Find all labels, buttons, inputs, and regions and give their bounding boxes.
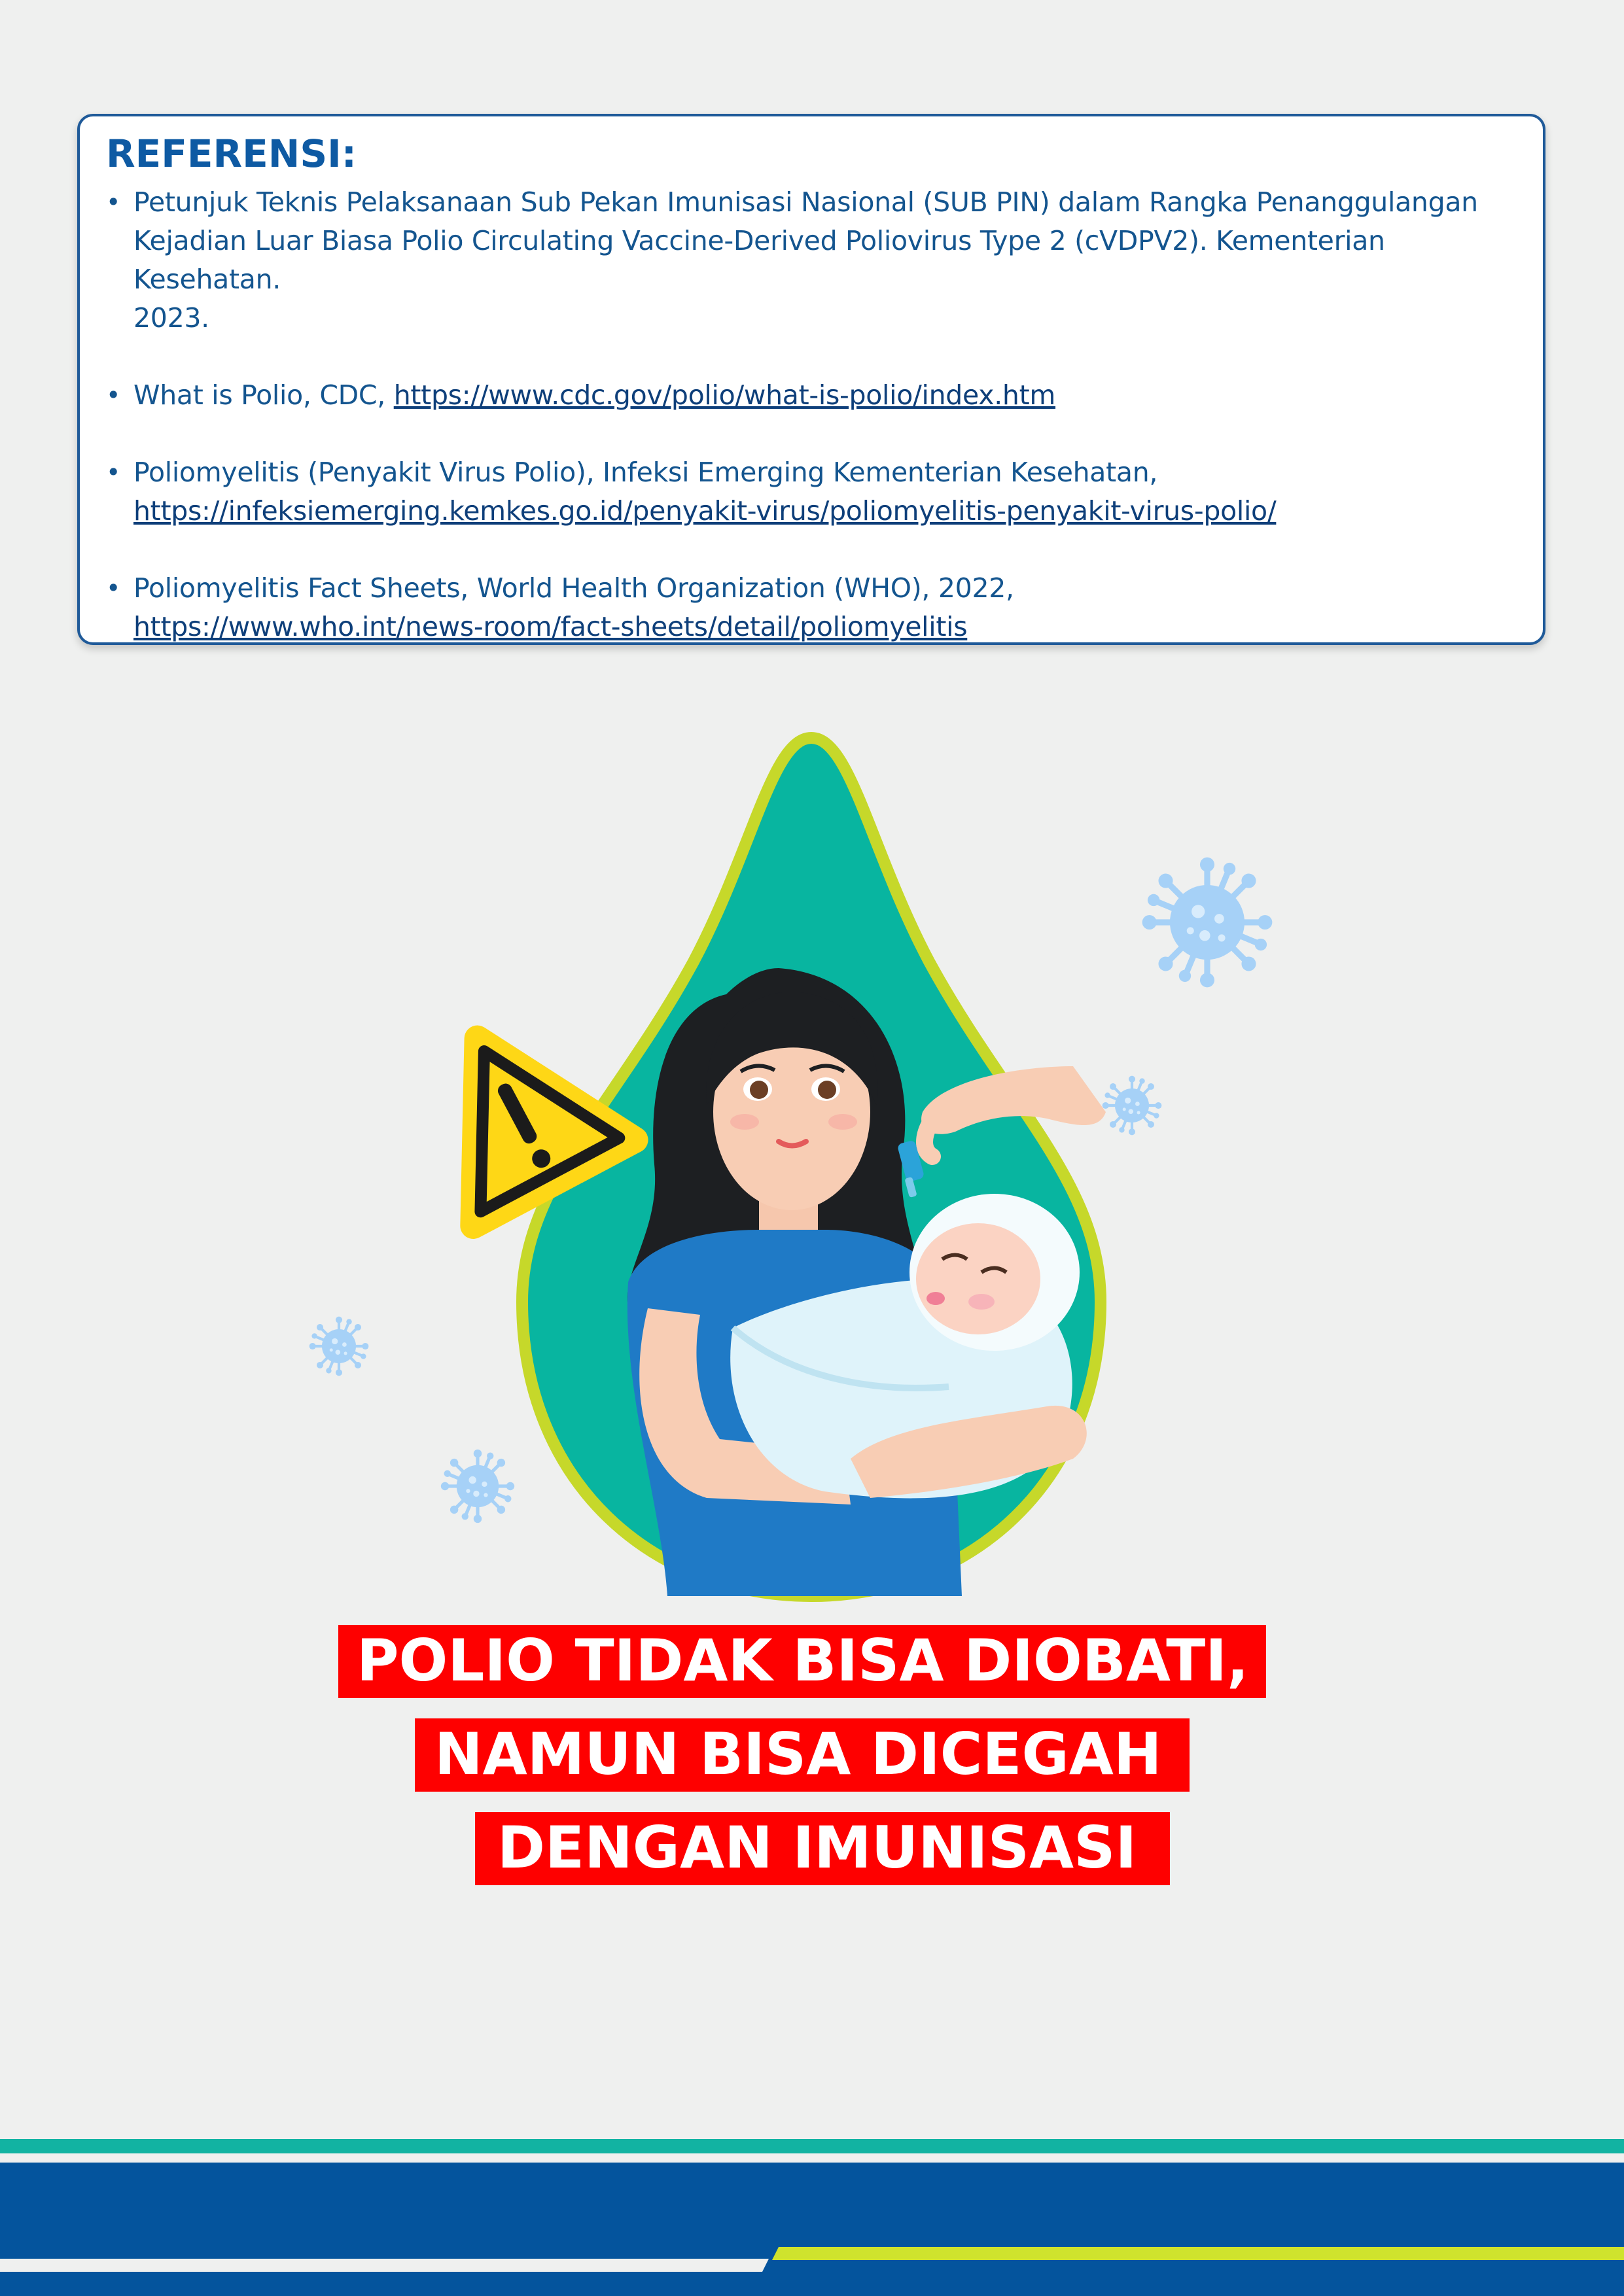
reference-1-line-3: 2023. — [133, 302, 209, 334]
reference-3-text: Poliomyelitis (Penyakit Virus Polio), Infeksi Emerging Kementerian Kesehatan, — [133, 456, 1158, 488]
bullet: • — [106, 457, 121, 487]
virus-icon — [1142, 858, 1273, 988]
footer-lime-stripe — [772, 2247, 1624, 2260]
reference-1-line-1: Petunjuk Teknis Pelaksanaan Sub Pekan Imunisasi Nasional (SUB PIN) dalam Rangka Penanggulangan — [133, 186, 1478, 218]
footer-blue-band — [0, 2163, 1624, 2296]
virus-icon — [1103, 1076, 1162, 1136]
kemkes-polio-link[interactable]: https://infeksiemerging.kemkes.go.id/penyakit-virus/poliomyelitis-penyakit-virus-polio/ — [133, 495, 1277, 527]
bullet: • — [106, 573, 121, 602]
reference-1-line-2: Kejadian Luar Biasa Polio Circulating Vaccine-Derived Poliovirus Type 2 (cVDPV2). Kementerian Kesehatan. — [133, 224, 1385, 295]
footer-decoration — [0, 2139, 1624, 2296]
virus-icon — [441, 1450, 514, 1523]
reference-4-text: Poliomyelitis Fact Sheets, World Health Organization (WHO), 2022, — [133, 572, 1014, 604]
who-polio-link[interactable]: https://www.who.int/news-room/fact-sheets/detail/poliomyelitis — [133, 610, 968, 642]
headline-line-2: NAMUN BISA DICEGAH — [415, 1718, 1190, 1792]
references-title: REFERENSI: — [106, 131, 357, 176]
bullet: • — [106, 187, 121, 217]
footer-white-stripe — [0, 2259, 769, 2272]
bullet: • — [106, 380, 121, 409]
headline-line-1: POLIO TIDAK BISA DIOBATI, — [338, 1625, 1266, 1698]
headline-line-3: DENGAN IMUNISASI — [475, 1812, 1170, 1885]
reference-2-text: What is Polio, CDC, — [133, 379, 394, 411]
virus-icon — [309, 1317, 369, 1376]
footer-teal-band — [0, 2139, 1624, 2153]
cdc-polio-link[interactable]: https://www.cdc.gov/polio/what-is-polio/index.htm — [393, 379, 1056, 411]
